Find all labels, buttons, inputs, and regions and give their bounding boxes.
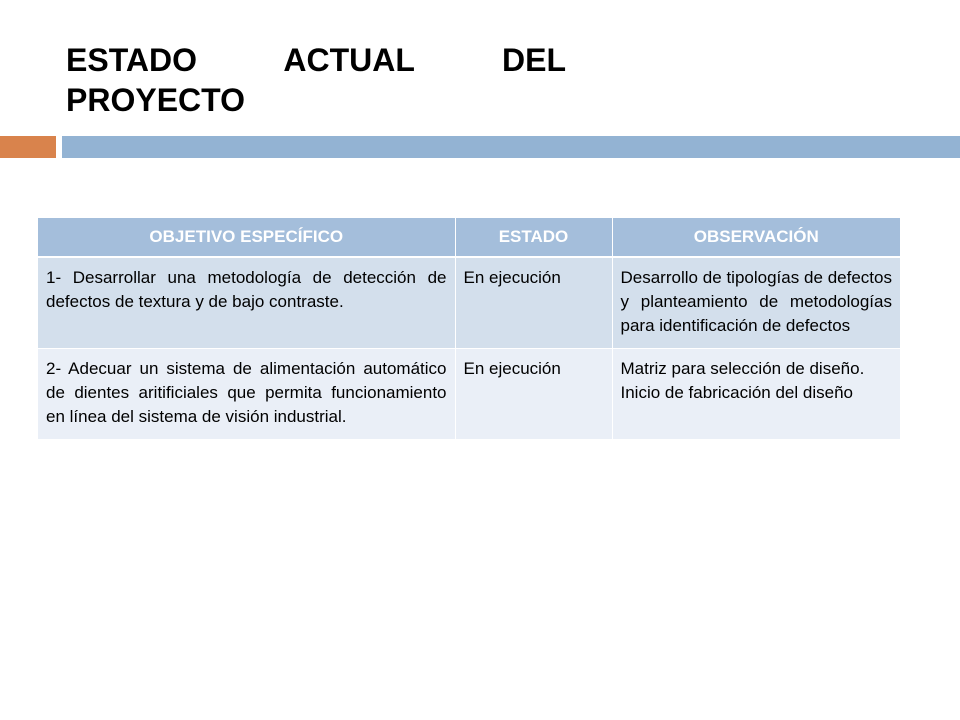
header-observacion: OBSERVACIÓN — [612, 218, 900, 257]
cell-estado: En ejecución — [455, 257, 612, 349]
table-row — [38, 257, 900, 349]
accent-bar-blue — [62, 136, 960, 158]
cell-observacion — [612, 257, 900, 349]
cell-estado: En ejecución — [455, 349, 612, 440]
page-title-line-2: PROYECTO — [66, 82, 245, 118]
table-header-row — [38, 218, 900, 257]
page-title-line-1: ESTADO ACTUAL DEL — [66, 42, 566, 78]
status-table — [38, 218, 900, 440]
table-row — [38, 349, 900, 440]
page-title — [66, 40, 566, 120]
accent-bar-orange — [0, 136, 56, 158]
observacion-line: Inicio de fabricación del diseño — [620, 383, 853, 402]
observacion-line: Desarrollo de tipologías de defectos y planteamiento de metodologías para identificación de defectos — [620, 268, 892, 335]
header-objetivo: OBJETIVO ESPECÍFICO — [38, 218, 455, 257]
cell-objetivo: 1- Desarrollar una metodología de detección de defectos de textura y de bajo contraste. — [38, 257, 455, 349]
cell-observacion — [612, 349, 900, 440]
cell-objetivo: 2- Adecuar un sistema de alimentación automático de dientes aritificiales que permita funcionamiento en línea del sistema de visión industrial. — [38, 349, 455, 440]
observacion-line: Matriz para selección de diseño. — [620, 359, 865, 378]
header-estado: ESTADO — [455, 218, 612, 257]
